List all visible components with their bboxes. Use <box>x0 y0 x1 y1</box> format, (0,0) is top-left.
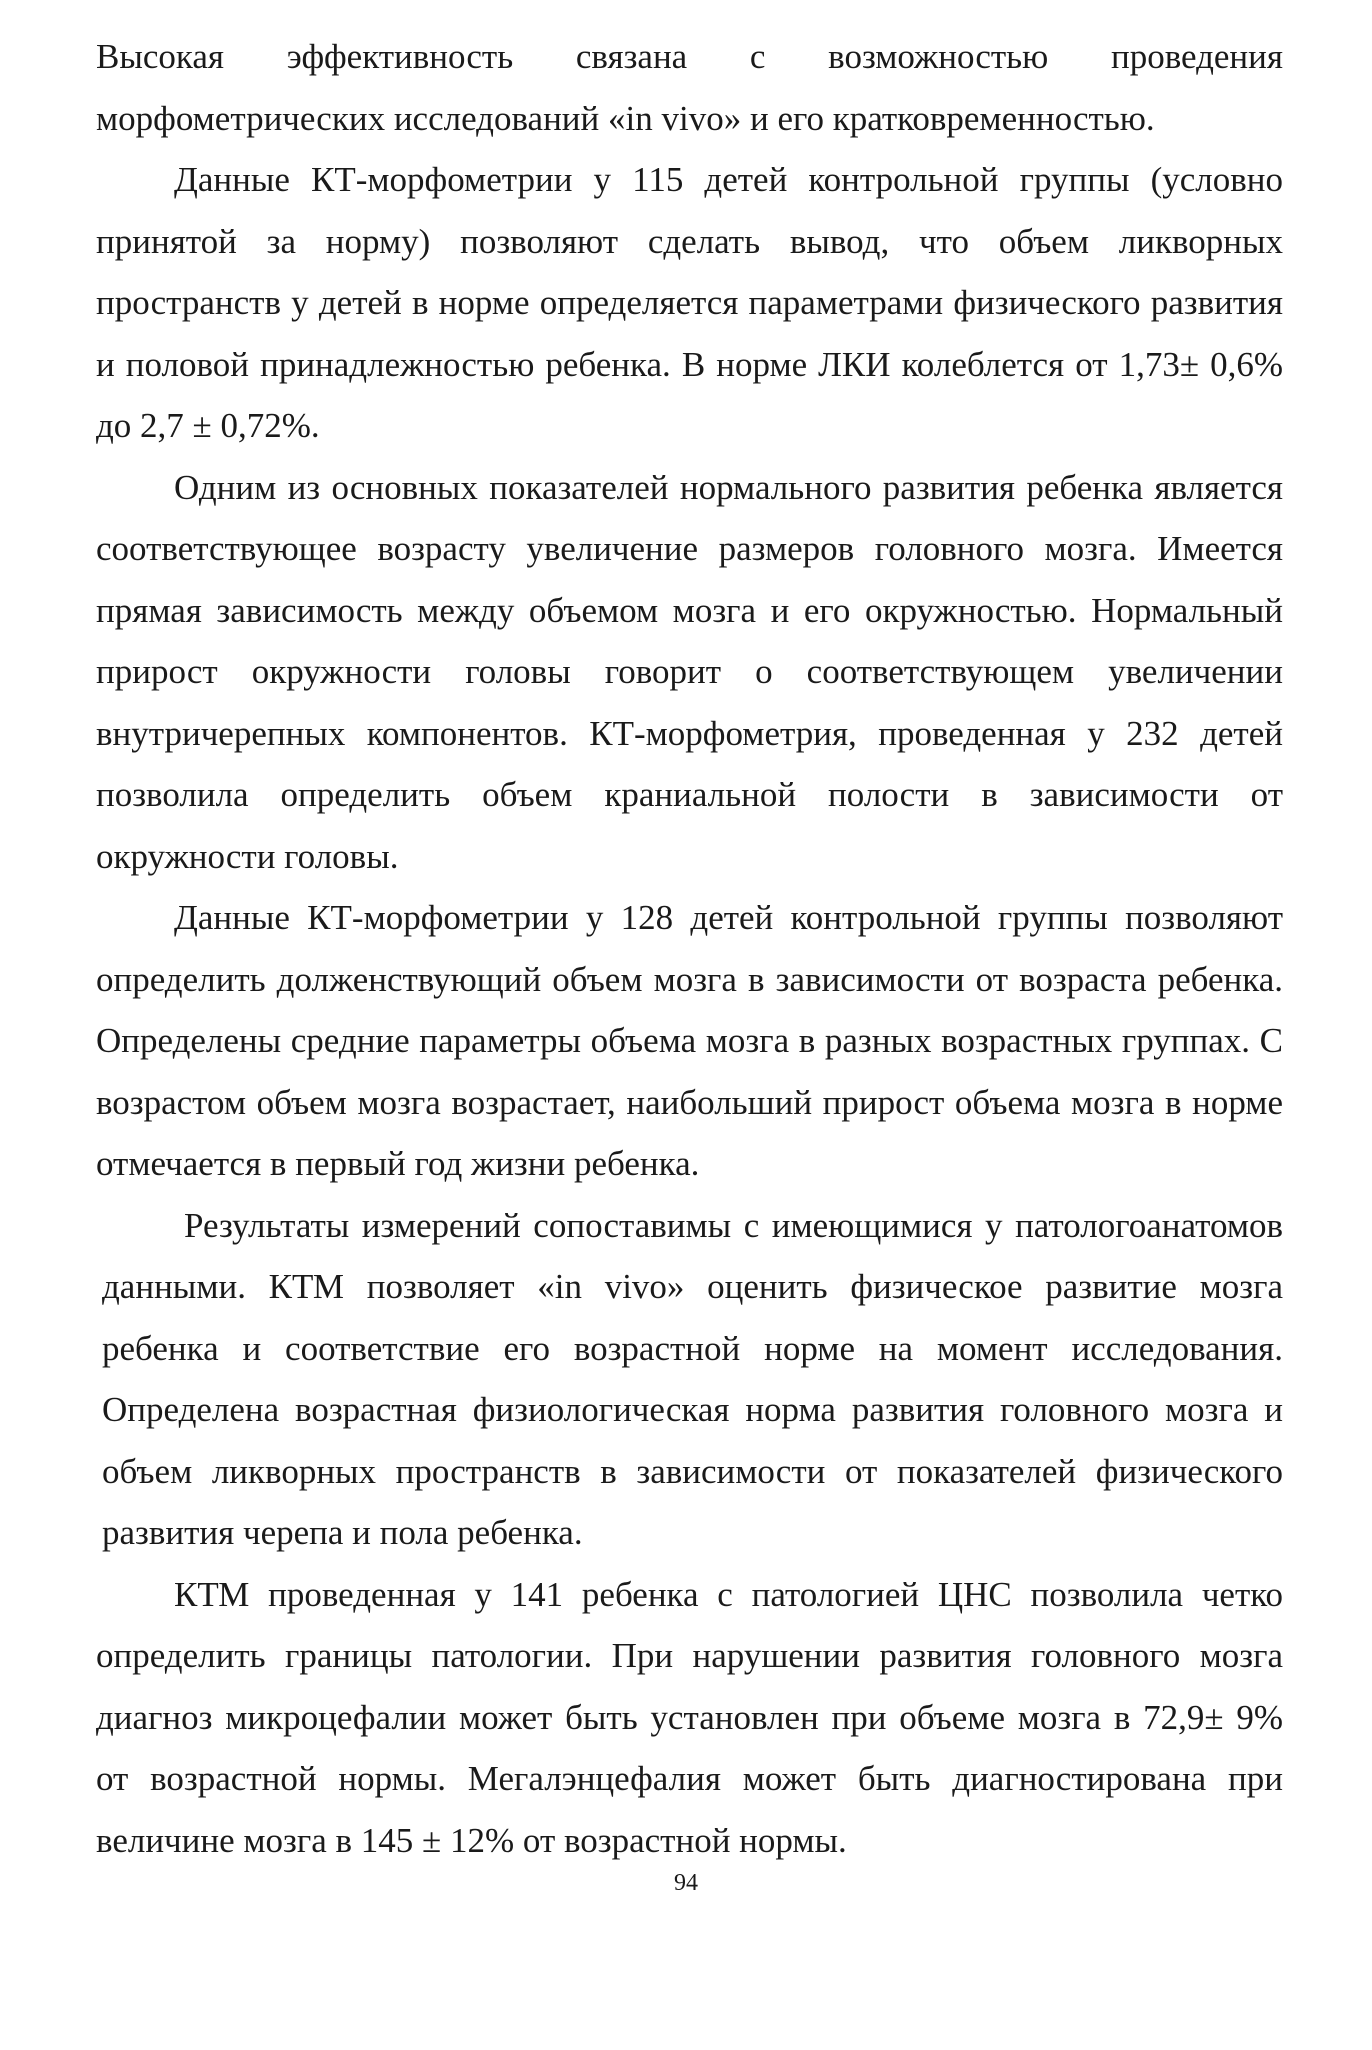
paragraph-2: Данные КТ-морфометрии у 115 детей контрольной группы (условно принятой за норму) позволяют сделать вывод, что объем ликворных пространств у детей в норме определяется параметрами физического развития и половой принадлежностью ребенка. В норме ЛКИ колеблется от 1,73± 0,6% до 2,7 ± 0,72%. <box>96 160 1283 445</box>
paragraph-6: КТМ проведенная у 141 ребенка с патологией ЦНС позволила четко определить границы патологии. При нарушении развития головного мозга диагноз микроцефалии может быть установлен при объеме мозга в 72,9± 9% от возрастной нормы. Мегалэнцефалия может быть диагностирована при величине мозга в 145 ± 12% от возрастной нормы. <box>96 1574 1283 1860</box>
paragraph-4: Данные КТ-морфометрии у 128 детей контрольной группы позволяют определить долженствующий объем мозга в зависимости от возраста ребенка. Определены средние параметры объема мозга в разных возрастных группах. С возрастом объем мозга возрастает, наибольший прирост объема мозга в норме отмечается в первый год жизни ребенка. <box>96 898 1283 1183</box>
paragraph-3: Одним из основных показателей нормального развития ребенка является соответствующее возрасту увеличение размеров головного мозга. Имеется прямая зависимость между объемом мозга и его окружностью. Нормальный прирост окружности головы говорит о соответствующем увеличении внутричерепных компонентов. КТ-морфометрия, проведенная у 232 детей позволила определить объем краниальной полости в зависимости от окружности головы. <box>96 467 1283 876</box>
page-number: 94 <box>674 1870 698 1896</box>
body-text <box>96 26 1283 1871</box>
paragraph-5: Результаты измерений сопоставимы с имеющимися у патологоанатомов данными. КТМ позволяет «in vivo» оценить физическое развитие мозга ребенка и соответствие его возрастной норме на момент исследования. Определена возрастная физиологическая норма развития головного мозга и объем ликворных пространств в зависимости от показателей физического развития черепа и пола ребенка. <box>102 1205 1283 1552</box>
paragraph-1: Высокая эффективность связана с возможностью проведения морфометрических исследований «in vivo» и его кратковременностью. <box>96 37 1283 138</box>
